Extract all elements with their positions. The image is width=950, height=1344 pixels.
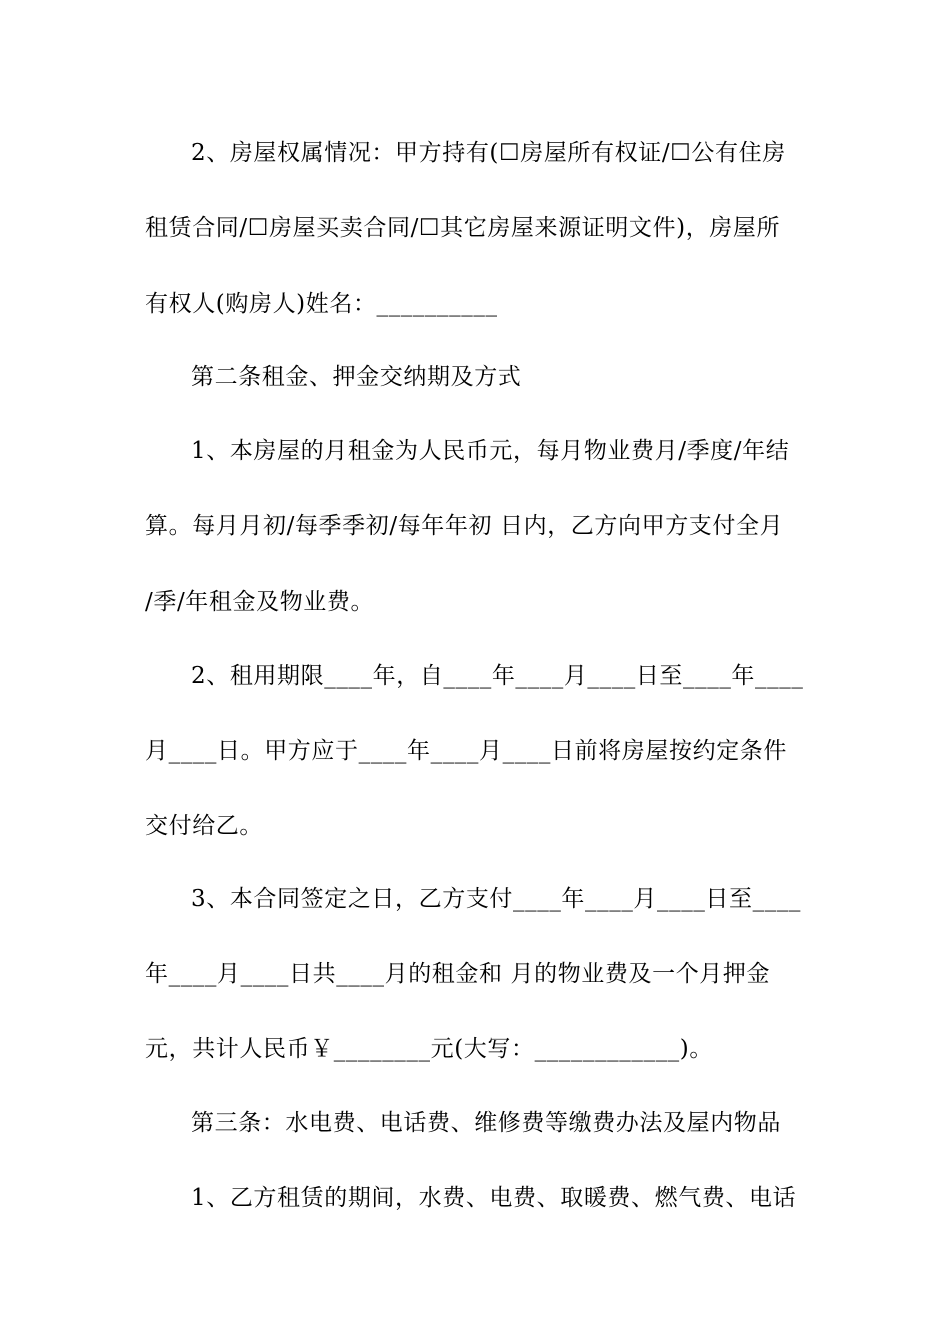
paragraph-payment-line-1: 3、本合同签定之日，乙方支付____年____月____日至____ <box>191 886 802 912</box>
paragraph-ownership-line-2: 租赁合同/☐房屋买卖合同/☐其它房屋来源证明文件)，房屋所 <box>145 215 781 241</box>
paragraph-rent-line-1: 1、本房屋的月租金为人民币元，每月物业费月/季度/年结 <box>191 438 790 464</box>
paragraph-utilities-line-1: 1、乙方租赁的期间，水费、电费、取暖费、燃气费、电话 <box>191 1185 797 1211</box>
paragraph-rent-line-3: /季/年租金及物业费。 <box>145 589 375 615</box>
paragraph-payment-line-3: 元，共计人民币￥________元(大写：____________)。 <box>145 1036 713 1062</box>
paragraph-payment-line-2: 年____月____日共____月的租金和 月的物业费及一个月押金 <box>145 961 771 987</box>
paragraph-term-line-3: 交付给乙。 <box>145 813 263 839</box>
paragraph-term-line-2: 月____日。甲方应于____年____月____日前将房屋按约定条件 <box>145 738 787 764</box>
paragraph-ownership-line-1: 2、房屋权属情况：甲方持有(☐房屋所有权证/☐公有住房 <box>191 140 786 166</box>
paragraph-rent-line-2: 算。每月月初/每季季初/每年年初 日内，乙方向甲方支付全月 <box>145 513 784 539</box>
paragraph-term-line-1: 2、租用期限____年，自____年____月____日至____年____ <box>191 663 804 689</box>
section-heading-article-2: 第二条租金、押金交纳期及方式 <box>191 364 522 390</box>
section-heading-article-3: 第三条：水电费、电话费、维修费等缴费办法及屋内物品 <box>191 1110 781 1136</box>
paragraph-ownership-line-3: 有权人(购房人)姓名：__________ <box>145 291 498 317</box>
